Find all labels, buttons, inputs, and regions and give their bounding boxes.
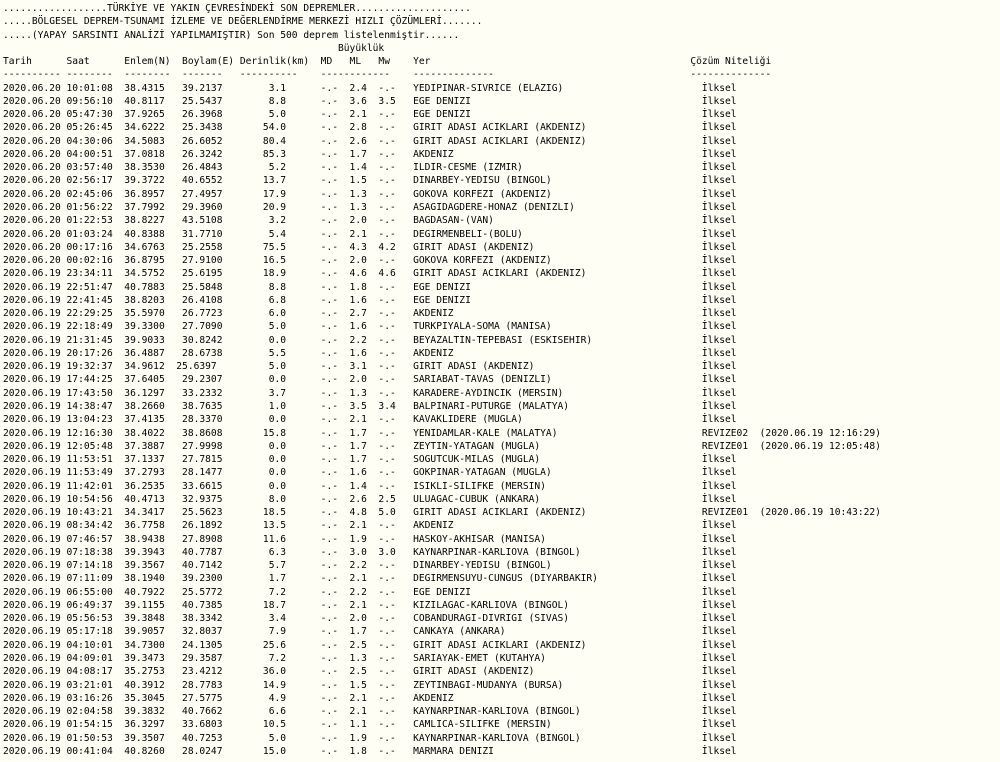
header-separator: ---------- -------- -------- ------- ---------- ------------ -------------- -------------- xyxy=(3,69,772,81)
earthquake-row: 2020.06.20 10:01:08 38.4315 39.2137 3.1 -.- 2.4 -.- YEDIPINAR-SIVRICE (ELAZIG) İlksel xyxy=(3,82,737,94)
earthquake-row: 2020.06.19 04:10:01 34.7300 24.1305 25.6 -.- 2.5 -.- GIRIT ADASI ACIKLARI (AKDENIZ) İlksel xyxy=(3,639,737,651)
earthquake-row: 2020.06.19 04:08:17 35.2753 23.4212 36.0 -.- 2.5 -.- GIRIT ADASI (AKDENIZ) İlksel xyxy=(3,666,737,678)
earthquake-row: 2020.06.19 12:05:48 37.3887 27.9998 0.0 -.- 1.7 -.- ZEYTIN-YATAGAN (MUGLA) REVIZE01 (2020.06.19 12:05:48) xyxy=(3,440,881,452)
earthquake-row: 2020.06.19 02:04:58 39.3832 40.7662 6.6 -.- 2.1 -.- KAYNARPINAR-KARLIOVA (BINGOL) İlksel xyxy=(3,706,737,718)
earthquake-row: 2020.06.19 03:16:26 35.3045 27.5775 4.9 -.- 2.1 -.- AKDENIZ İlksel xyxy=(3,692,737,704)
earthquake-row: 2020.06.20 04:00:51 37.0818 26.3242 85.3 -.- 1.7 -.- AKDENIZ İlksel xyxy=(3,148,737,160)
column-headers: Tarih Saat Enlem(N) Boylam(E) Derinlik(km) MD ML Mw Yer Çözüm Niteliği xyxy=(3,56,772,68)
earthquake-row: 2020.06.20 01:03:24 40.8388 31.7710 5.4 -.- 2.1 -.- DEGIRMENBELI-(BOLU) İlksel xyxy=(3,228,737,240)
earthquake-row: 2020.06.19 07:18:38 39.3943 40.7787 6.3 -.- 3.0 3.0 KAYNARPINAR-KARLIOVA (BINGOL) İlksel xyxy=(3,546,737,558)
earthquake-row: 2020.06.19 06:55:00 40.7922 25.5772 7.2 -.- 2.2 -.- EGE DENIZI İlksel xyxy=(3,586,737,598)
earthquake-row: 2020.06.19 01:54:15 36.3297 33.6803 10.5 -.- 1.1 -.- CAMLICA-SILIFKE (MERSIN) İlksel xyxy=(3,719,737,731)
earthquake-row: 2020.06.19 11:53:51 37.1337 27.7815 0.0 -.- 1.7 -.- SOGUTCUK-MILAS (MUGLA) İlksel xyxy=(3,454,737,466)
earthquake-row: 2020.06.19 13:04:23 37.4135 28.3370 0.0 -.- 2.1 -.- KAVAKLIDERE (MUGLA) İlksel xyxy=(3,414,737,426)
earthquake-row: 2020.06.19 00:41:04 40.8260 28.0247 15.0 -.- 1.8 -.- MARMARA DENIZI İlksel xyxy=(3,745,737,757)
earthquake-row: 2020.06.19 07:11:09 38.1940 39.2300 1.7 -.- 2.1 -.- DEGIRMENSUYU-CUNGUS (DIYARBAKIR) İlksel xyxy=(3,573,737,585)
title-line: ..................TÜRKİYE VE YAKIN ÇEVRESİNDEKİ SON DEPREMLER.................... xyxy=(3,3,471,14)
earthquake-row: 2020.06.19 05:17:18 39.9057 32.8037 7.9 -.- 1.7 -.- CANKAYA (ANKARA) İlksel xyxy=(3,626,737,638)
earthquake-row: 2020.06.20 02:45:06 36.8957 27.4957 17.9 -.- 1.3 -.- GOKOVA KORFEZI (AKDENIZ) İlksel xyxy=(3,188,737,200)
earthquake-row: 2020.06.20 00:17:16 34.6763 25.2558 75.5 -.- 4.3 4.2 GIRIT ADASI (AKDENIZ) İlksel xyxy=(3,241,737,253)
earthquake-row: 2020.06.19 22:29:25 35.5970 26.7723 6.0 -.- 2.7 -.- AKDENIZ İlksel xyxy=(3,308,737,320)
earthquake-row: 2020.06.19 17:43:50 36.1297 33.2332 3.7 -.- 1.3 -.- KARADERE-AYDINCIK (MERSIN) İlksel xyxy=(3,387,737,399)
earthquake-row: 2020.06.20 00:02:16 36.8795 27.9100 16.5 -.- 2.0 -.- GOKOVA KORFEZI (AKDENIZ) İlksel xyxy=(3,255,737,267)
earthquake-row: 2020.06.19 01:50:53 39.3507 40.7253 5.0 -.- 1.9 -.- KAYNARPINAR-KARLIOVA (BINGOL) İlksel xyxy=(3,732,737,744)
earthquake-row: 2020.06.19 03:21:01 40.3912 28.7783 14.9 -.- 1.5 -.- ZEYTINBAGI-MUDANYA (BURSA) İlksel xyxy=(3,679,737,691)
earthquake-row: 2020.06.19 19:32:37 34.9612 25.6397 5.0 -.- 3.1 -.- GIRIT ADASI (AKDENIZ) İlksel xyxy=(3,361,737,373)
earthquake-row: 2020.06.19 10:54:56 40.4713 32.9375 8.0 -.- 2.6 2.5 ULUAGAC-CUBUK (ANKARA) İlksel xyxy=(3,493,737,505)
earthquake-row: 2020.06.20 04:30:06 34.5083 26.6052 80.4 -.- 2.6 -.- GIRIT ADASI ACIKLARI (AKDENIZ) İlksel xyxy=(3,135,737,147)
earthquake-row: 2020.06.19 22:51:47 40.7883 25.5848 8.8 -.- 1.8 -.- EGE DENIZI İlksel xyxy=(3,281,737,293)
earthquake-row: 2020.06.19 04:09:01 39.3473 29.3587 7.2 -.- 1.3 -.- SARIAYAK-EMET (KUTAHYA) İlksel xyxy=(3,653,737,665)
earthquake-row: 2020.06.20 05:47:30 37.9265 26.3968 5.0 -.- 2.1 -.- EGE DENIZI İlksel xyxy=(3,109,737,121)
earthquake-row: 2020.06.19 08:34:42 36.7758 26.1892 13.5 -.- 2.1 -.- AKDENIZ İlksel xyxy=(3,520,737,532)
earthquake-row: 2020.06.19 22:18:49 39.3300 27.7090 5.0 -.- 1.6 -.- TURKPIYALA-SOMA (MANISA) İlksel xyxy=(3,321,737,333)
earthquake-row: 2020.06.19 05:56:53 39.3848 38.3342 3.4 -.- 2.0 -.- COBANDURAGI-DIVRIGI (SIVAS) İlksel xyxy=(3,613,737,625)
subtitle-line: .....BÖLGESEL DEPREM-TSUNAMI İZLEME VE DEĞERLENDİRME MERKEZİ HIZLI ÇÖZÜMLERİ....... xyxy=(3,16,483,28)
earthquake-row: 2020.06.19 07:46:57 38.9438 27.8908 11.6 -.- 1.9 -.- HASKOY-AKHISAR (MANISA) İlksel xyxy=(3,533,737,545)
magnitude-group-header: Büyüklük xyxy=(3,42,385,54)
earthquake-row: 2020.06.19 10:43:21 34.3417 25.5623 18.5 -.- 4.8 5.0 GIRIT ADASI ACIKLARI (AKDENIZ) REVIZE01 (2020.06.19 10:43:22) xyxy=(3,507,881,519)
earthquake-row: 2020.06.20 01:56:22 37.7992 29.3960 20.9 -.- 1.3 -.- ASAGIDAGDERE-HONAZ (DENIZLI) İlksel xyxy=(3,201,737,213)
earthquake-row: 2020.06.19 17:44:25 37.6405 29.2307 0.0 -.- 2.0 -.- SARIABAT-TAVAS (DENIZLI) İlksel xyxy=(3,374,737,386)
earthquake-row: 2020.06.19 06:49:37 39.1155 40.7385 18.7 -.- 2.1 -.- KIZILAGAC-KARLIOVA (BINGOL) İlksel xyxy=(3,599,737,611)
earthquake-row: 2020.06.19 14:38:47 38.2660 38.7635 1.0 -.- 3.5 3.4 BALPINARI-PUTURGE (MALATYA) İlksel xyxy=(3,400,737,412)
earthquake-row: 2020.06.20 05:26:45 34.6222 25.3438 54.0 -.- 2.8 -.- GIRIT ADASI ACIKLARI (AKDENIZ) İlksel xyxy=(3,122,737,134)
earthquake-row: 2020.06.20 03:57:40 38.3530 26.4843 5.2 -.- 1.4 -.- ILDIR-CESME (IZMIR) İlksel xyxy=(3,162,737,174)
earthquake-row: 2020.06.19 12:16:30 38.4022 38.8608 15.8 -.- 1.7 -.- YENIDAMLAR-KALE (MALATYA) REVIZE02 (2020.06.19 12:16:29) xyxy=(3,427,881,439)
earthquake-row: 2020.06.20 09:56:10 40.8117 25.5437 8.8 -.- 3.6 3.5 EGE DENIZI İlksel xyxy=(3,95,737,107)
earthquake-row: 2020.06.19 20:17:26 36.4887 28.6738 5.5 -.- 1.6 -.- AKDENIZ İlksel xyxy=(3,347,737,359)
earthquake-row: 2020.06.20 02:56:17 39.3722 40.6552 13.7 -.- 1.5 -.- DINARBEY-YEDISU (BINGOL) İlksel xyxy=(3,175,737,187)
earthquake-row: 2020.06.19 11:42:01 36.2535 33.6615 0.0 -.- 1.4 -.- ISIKLI-SILIFKE (MERSIN) İlksel xyxy=(3,480,737,492)
note-line: .....(YAPAY SARSINTI ANALİZİ YAPILMAMIŞTIR) Son 500 deprem listelenmiştir...... xyxy=(3,29,460,41)
earthquake-row: 2020.06.19 07:14:18 39.3567 40.7142 5.7 -.- 2.2 -.- DINARBEY-YEDISU (BINGOL) İlksel xyxy=(3,560,737,572)
earthquake-row: 2020.06.19 23:34:11 34.5752 25.6195 18.9 -.- 4.6 4.6 GIRIT ADASI ACIKLARI (AKDENIZ) İlksel xyxy=(3,268,737,280)
earthquake-row: 2020.06.20 01:22:53 38.8227 43.5108 3.2 -.- 2.0 -.- BAGDASAN-(VAN) İlksel xyxy=(3,215,737,227)
earthquake-row: 2020.06.19 22:41:45 38.8203 26.4108 6.8 -.- 1.6 -.- EGE DENIZI İlksel xyxy=(3,294,737,306)
earthquake-row: 2020.06.19 11:53:49 37.2793 28.1477 0.0 -.- 1.6 -.- GOKPINAR-YATAGAN (MUGLA) İlksel xyxy=(3,467,737,479)
earthquake-row: 2020.06.19 21:31:45 39.9033 30.8242 0.0 -.- 2.2 -.- BEYAZALTIN-TEPEBASI (ESKISEHIR) İlksel xyxy=(3,334,737,346)
